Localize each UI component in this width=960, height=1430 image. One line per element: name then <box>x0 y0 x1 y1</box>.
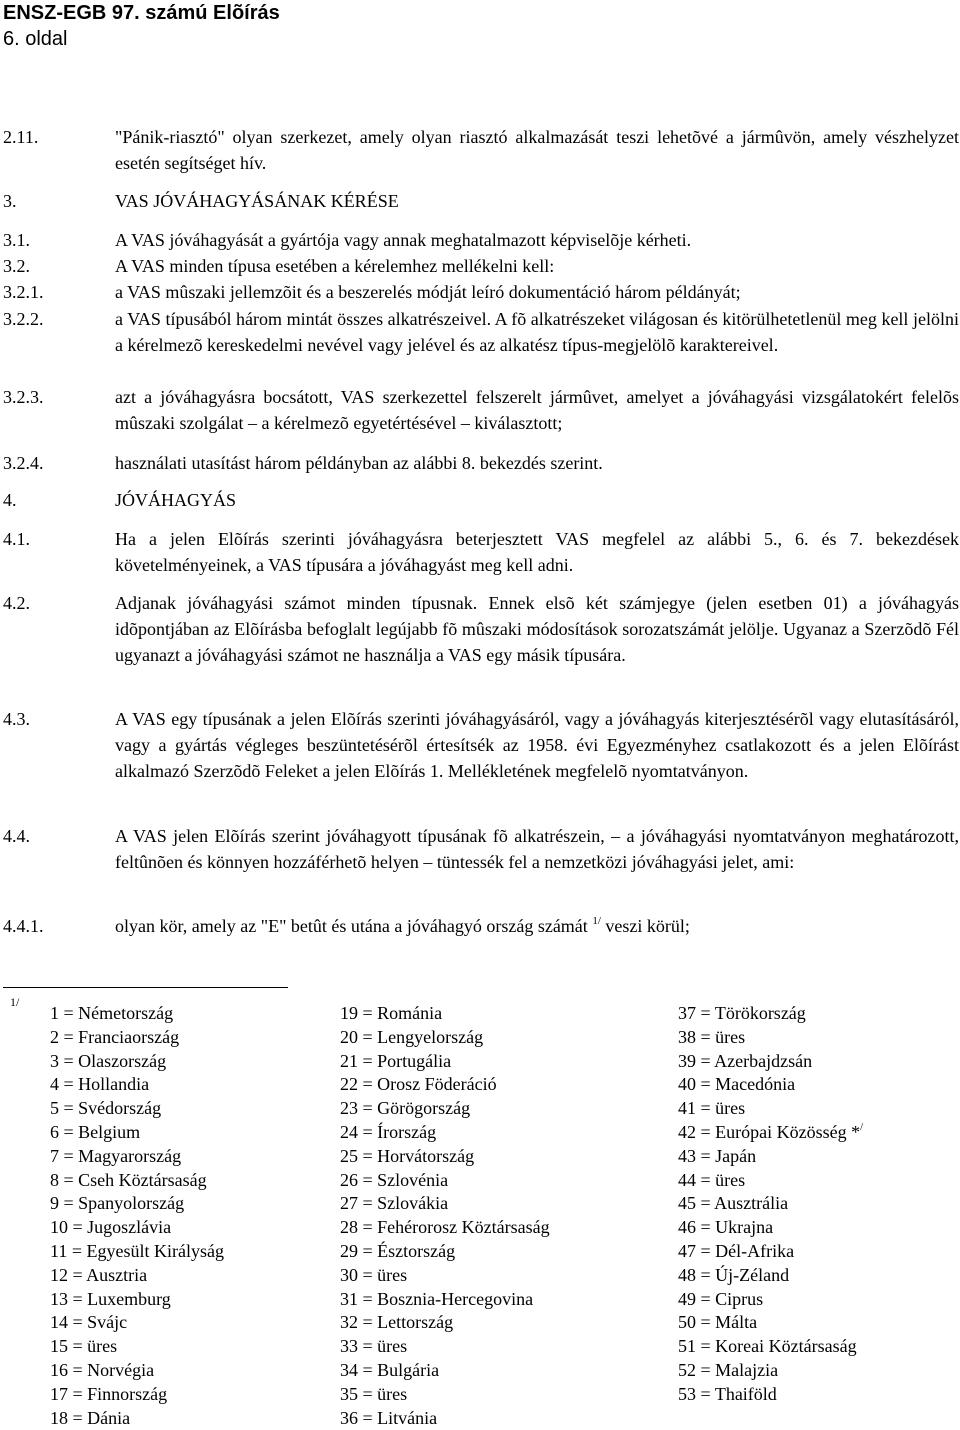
country-code-entry: 35 = üres <box>340 1383 408 1404</box>
country-code-entry: 32 = Lettország <box>340 1312 454 1333</box>
paragraph-4-4-1 <box>3 913 958 939</box>
paragraph-text: A VAS jelen Elõírás szerint jóváhagyott típusának fõ alkatrészein, – a jóváhagyási nyomtatványon meghatározott, feltûnõen és könnyen hozzáférhetõ helyen – tüntessék fel a nemzetközi jóváhagyási jelet, ami: <box>115 826 959 872</box>
country-code-entry: 6 = Belgium <box>50 1121 141 1142</box>
country-code-entry: 5 = Svédország <box>50 1098 162 1119</box>
country-code-entry: 44 = üres <box>678 1169 746 1190</box>
country-code-entry: 23 = Görögország <box>340 1098 471 1119</box>
country-code-entry: 15 = üres <box>50 1336 118 1357</box>
country-code-entry: 11 = Egyesült Királyság <box>50 1240 224 1261</box>
country-code-entry: 30 = üres <box>340 1264 408 1285</box>
paragraph-3-2-3 <box>3 384 958 436</box>
paragraph-4-2 <box>3 590 958 668</box>
paragraph-text: "Pánik-riasztó" olyan szerkezet, amely olyan riasztó alkalmazását teszi lehetõvé a jármûvön, amely vészhelyzet esetén segítséget hív. <box>115 127 959 173</box>
country-code-entry: 28 = Fehérorosz Köztársaság <box>340 1217 550 1238</box>
country-code-entry: 52 = Malajzia <box>678 1359 779 1380</box>
country-code-entry: 48 = Új-Zéland <box>678 1264 790 1285</box>
country-code-entry: 8 = Cseh Köztársaság <box>50 1169 207 1190</box>
country-code-entry <box>678 1121 863 1145</box>
country-code-entry: 33 = üres <box>340 1336 408 1357</box>
paragraph-number: 4.2. <box>3 593 30 613</box>
country-code-entry: 37 = Törökország <box>678 1003 806 1023</box>
country-code-entry: 4 = Hollandia <box>50 1074 150 1095</box>
country-code-entry: 2 = Franciaország <box>50 1026 180 1047</box>
country-code-entry: 38 = üres <box>678 1026 746 1047</box>
footnote-mark: 1/ <box>10 995 20 1009</box>
paragraph-number: 3.2. <box>3 256 30 276</box>
paragraph-number: 4.4. <box>3 826 30 846</box>
country-code-entry: 29 = Észtország <box>340 1240 456 1261</box>
paragraph-number: 3.2.2. <box>3 309 44 329</box>
country-code-entry: 20 = Lengyelország <box>340 1026 484 1047</box>
section-3-heading <box>3 188 958 214</box>
country-code-entry: 43 = Japán <box>678 1145 757 1166</box>
paragraph-2-11 <box>3 124 958 176</box>
paragraph-number: 4.4.1. <box>3 916 44 936</box>
paragraph-number: 3.1. <box>3 230 30 250</box>
paragraph-3-2-1 <box>3 279 958 305</box>
paragraph-text: a VAS mûszaki jellemzõit és a beszerelés módját leíró dokumentáció három példányát; <box>115 282 741 302</box>
country-code-entry: 49 = Ciprus <box>678 1288 764 1309</box>
country-code-entry: 3 = Olaszország <box>50 1050 167 1071</box>
country-code-entry: 40 = Macedónia <box>678 1074 796 1095</box>
country-code-entry: 24 = Írország <box>340 1121 437 1142</box>
country-code-entry: 18 = Dánia <box>50 1407 131 1428</box>
paragraph-4-1 <box>3 526 958 578</box>
country-code-entry: 26 = Szlovénia <box>340 1169 449 1190</box>
paragraph-number: 4. <box>3 490 17 510</box>
country-code-entry: 16 = Norvégia <box>50 1359 155 1380</box>
country-code-entry: 31 = Bosznia-Hercegovina <box>340 1288 534 1309</box>
country-code-entry: 22 = Orosz Föderáció <box>340 1074 497 1095</box>
paragraph-3-2-4 <box>3 450 958 476</box>
paragraph-number: 3. <box>3 191 17 211</box>
country-code-entry: 9 = Spanyolország <box>50 1193 185 1214</box>
country-code-entry: 34 = Bulgária <box>340 1359 440 1380</box>
country-code-entry: 47 = Dél-Afrika <box>678 1240 795 1261</box>
paragraph-number: 3.2.4. <box>3 453 44 473</box>
country-code-entry: 27 = Szlovákia <box>340 1193 449 1214</box>
country-code-entry: 12 = Ausztria <box>50 1264 148 1285</box>
country-code-entry: 53 = Thaiföld <box>678 1383 777 1404</box>
paragraph-text: azt a jóváhagyásra bocsátott, VAS szerkezettel felszerelt jármûvet, amelyet a jóváhagyási vizsgálatokért felelõs mûszaki szolgálat – a kérelmezõ egyetértésével – kiválasztott; <box>115 387 959 433</box>
section-heading: JÓVÁHAGYÁS <box>115 490 237 510</box>
country-code-entry: 41 = üres <box>678 1098 746 1119</box>
country-code-entry: 39 = Azerbajdzsán <box>678 1050 813 1071</box>
paragraph-number: 4.1. <box>3 529 30 549</box>
paragraph-number: 3.2.1. <box>3 282 44 302</box>
page-number: 6. oldal <box>3 28 68 50</box>
section-heading: VAS JÓVÁHAGYÁSÁNAK KÉRÉSE <box>115 191 399 211</box>
footnote-column-2 <box>340 1002 550 1430</box>
country-code-entry: 10 = Jugoszlávia <box>50 1217 172 1238</box>
country-code-entry: 46 = Ukrajna <box>678 1217 774 1238</box>
paragraph-text: A VAS minden típusa esetében a kérelemhez mellékelni kell: <box>115 256 555 276</box>
paragraph-text: A VAS egy típusának a jelen Elõírás szerinti jóváhagyásáról, vagy a jóváhagyás kiterjesztésérõl vagy elutasításáról, vagy a gyártás végleges beszüntetésérõl értesítsék az 1958. évi Egyezményhez csatlakozott és a jelen Elõírást alkalmazó Szerzõdõ Feleket a jelen Elõírás 1. Mellékletének megfelelõ nyomtatványon. <box>115 709 959 781</box>
paragraph-4-4 <box>3 823 958 875</box>
paragraph-text-main: olyan kör, amely az "E" betût és utána a jóváhagyó ország számát <box>115 916 588 936</box>
paragraph-text: használati utasítást három példányban az alábbi 8. bekezdés szerint. <box>115 453 603 473</box>
paragraph-3-1 <box>3 227 958 253</box>
section-4-heading <box>3 487 958 513</box>
country-code-entry: 7 = Magyarország <box>50 1145 182 1166</box>
paragraph-text <box>115 913 959 939</box>
footnote-column-3 <box>678 1002 863 1407</box>
country-code-entry: 19 = Románia <box>340 1003 443 1023</box>
country-code-entry: 45 = Ausztrália <box>678 1193 789 1214</box>
footnote-reference: / <box>860 1120 864 1133</box>
paragraph-3-2-2 <box>3 306 958 358</box>
paragraph-4-3 <box>3 706 958 784</box>
country-code-entry: 17 = Finnország <box>50 1383 168 1404</box>
paragraph-number: 4.3. <box>3 709 30 729</box>
country-code-entry: 25 = Horvátország <box>340 1145 475 1166</box>
paragraph-text: Ha a jelen Elõírás szerinti jóváhagyásra beterjesztett VAS megfelel az alábbi 5., 6. és 7. bekezdések követelményeinek, a VAS típusára a jóváhagyást meg kell adni. <box>115 529 959 575</box>
country-code-entry: 13 = Luxemburg <box>50 1288 171 1309</box>
country-code-entry: 36 = Litvánia <box>340 1407 438 1428</box>
country-code-entry: 51 = Koreai Köztársaság <box>678 1336 857 1357</box>
paragraph-text: A VAS jóváhagyását a gyártója vagy annak meghatalmazott képviselõje kérheti. <box>115 230 692 250</box>
paragraph-text: Adjanak jóváhagyási számot minden típusnak. Ennek elsõ két számjegye (jelen esetben 01) a jóváhagyás idõpontjában az Elõírásba befoglalt legújabb fõ mûszaki módosítások sorozatszámát jelölje. Ugyanaz a Szerzõdõ Fél ugyanazt a jóváhagyási számot ne használja a VAS egy másik típusára. <box>115 593 959 665</box>
footnote-reference: 1/ <box>592 915 601 927</box>
paragraph-number: 3.2.3. <box>3 387 44 407</box>
country-code-entry: 50 = Málta <box>678 1312 758 1333</box>
paragraph-text: a VAS típusából három mintát összes alkatrészeivel. A fõ alkatrészeket világosan és kitörülhetetlenül meg kell jelölni a kérelmezõ kereskedelmi nevével vagy jelével és az alkatész típus-megjelölõ karaktereivel. <box>115 309 959 355</box>
footnote-separator <box>3 987 288 988</box>
country-code-text: 42 = Európai Közösség * <box>678 1121 861 1142</box>
country-code-entry: 21 = Portugália <box>340 1050 452 1071</box>
document-title: ENSZ-EGB 97. számú Elõírás <box>3 2 280 24</box>
country-code-entry: 1 = Németország <box>50 1003 174 1023</box>
footnote-column-1 <box>50 1002 224 1430</box>
country-code-entry: 14 = Svájc <box>50 1312 128 1333</box>
paragraph-text-end: veszi körül; <box>600 916 690 936</box>
paragraph-number: 2.11. <box>3 127 39 147</box>
paragraph-3-2 <box>3 253 958 279</box>
